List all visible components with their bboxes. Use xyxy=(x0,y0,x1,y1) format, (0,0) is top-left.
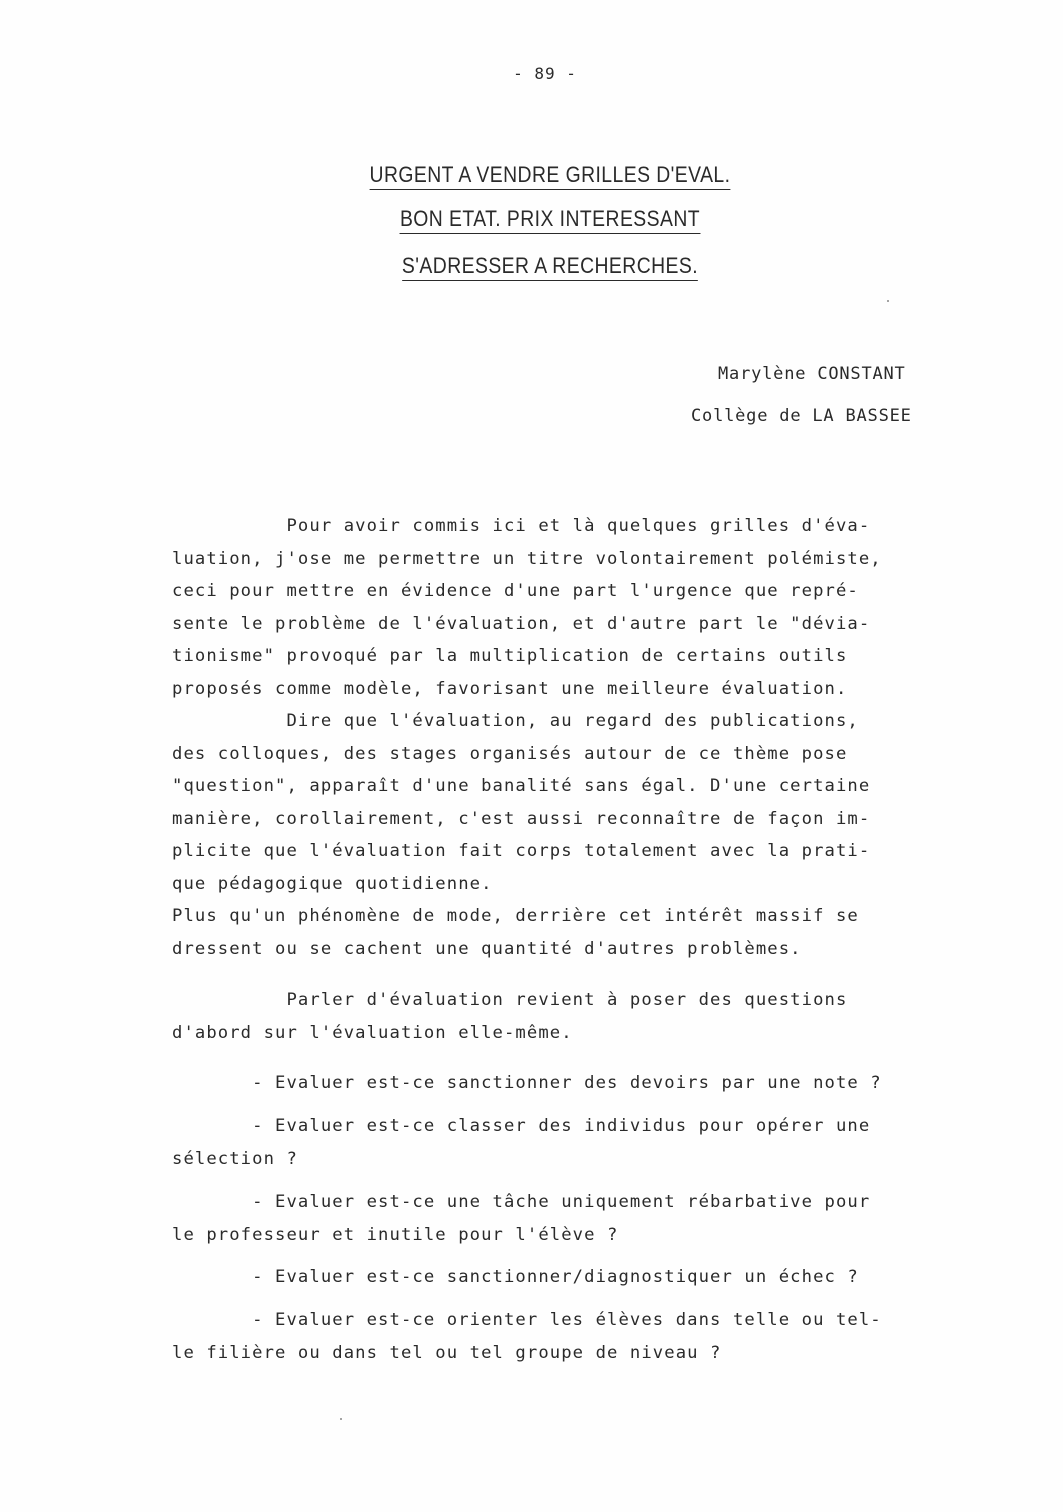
scan-speck xyxy=(340,1418,342,1420)
question-item-2: - Evaluer est-ce classer des individus pour opérer une sélection ? xyxy=(172,1116,871,1169)
scan-speck xyxy=(887,300,889,302)
page-number: - 89 - xyxy=(513,64,577,83)
question-item-4: - Evaluer est-ce sanctionner/diagnostiquer un échec ? xyxy=(172,1267,859,1287)
title-line-3-text: S'ADRESSER A RECHERCHES. xyxy=(402,253,698,281)
question-item-1: - Evaluer est-ce sanctionner des devoirs par une note ? xyxy=(172,1073,882,1093)
title-line-2 xyxy=(66,206,1034,232)
title-line-1 xyxy=(66,162,1034,188)
question-item-3: - Evaluer est-ce une tâche uniquement rébarbative pour le professeur et inutile pour l'élève ? xyxy=(172,1192,871,1245)
author-name: Marylène CONSTANT xyxy=(718,364,906,384)
title-line-3 xyxy=(66,253,1034,279)
title-line-2-text: BON ETAT. PRIX INTERESSANT xyxy=(400,206,700,234)
body-paragraph-questions-intro: Parler d'évaluation revient à poser des questions d'abord sur l'évaluation elle-même. xyxy=(172,990,848,1043)
title-line-1-text: URGENT A VENDRE GRILLES D'EVAL. xyxy=(370,162,731,190)
author-school: Collège de LA BASSEE xyxy=(691,406,912,426)
question-item-5: - Evaluer est-ce orienter les élèves dans telle ou tel- le filière ou dans tel ou tel groupe de niveau ? xyxy=(172,1310,882,1363)
body-paragraph-intro: Pour avoir commis ici et là quelques grilles d'éva- luation, j'ose me permettre un titre volontairement polémiste, ceci pour mettre en évidence d'une part l'urgence que repré- sente le problème de l'évaluation, et d'autre part le "dévia- tionisme" provoqué par la multiplication de certains outils proposés comme modèle, favorisant une meilleure évaluation. Dire que l'évaluation, au regard des publications, des colloques, des stages organisés autour de ce thème pose "question", apparaît d'une banalité sans égal. D'une certaine manière, corollairement, c'est aussi reconnaître de façon im- plicite que l'évaluation fait corps totalement avec la prati- que pédagogique quotidienne. Plus qu'un phénomène de mode, derrière cet intérêt massif se dressent ou se cachent une quantité d'autres problèmes. xyxy=(172,516,882,959)
